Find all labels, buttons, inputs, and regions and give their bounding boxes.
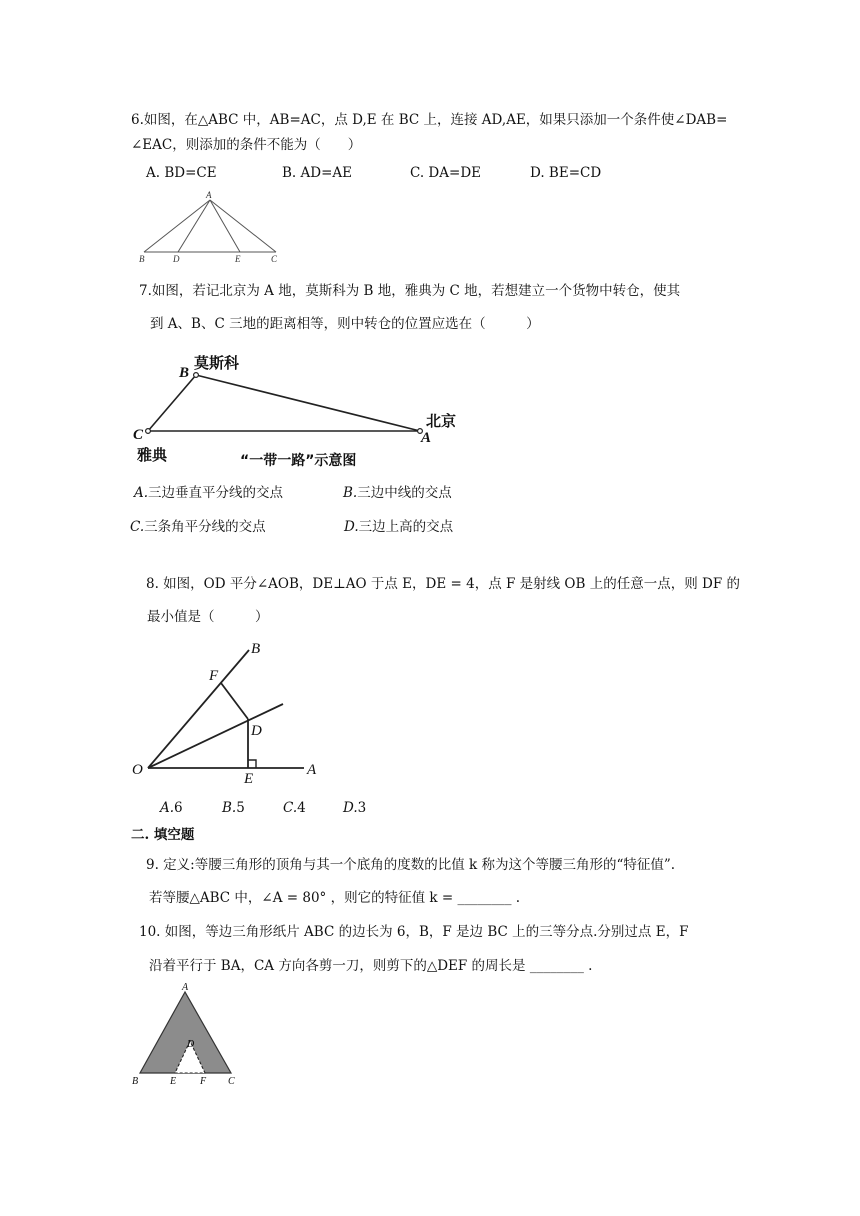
q8-option-d xyxy=(343,799,366,817)
q6-label-c: C xyxy=(271,254,278,264)
q10-text-line2: 沿着平行于 BA，CA 方向各剪一刀，则剪下的△DEF 的周长是 ________ . xyxy=(149,958,593,974)
q6-label-b: B xyxy=(139,254,145,264)
q6-figure xyxy=(136,190,286,265)
q7-option-a-text: 三边垂直平分线的交点 xyxy=(148,485,284,501)
q6-option-a: A. BD=CE xyxy=(146,165,217,181)
q7-label-c: C xyxy=(133,427,144,443)
q8-label-b: B xyxy=(251,641,261,657)
q8-figure xyxy=(128,636,328,784)
q8-option-b xyxy=(222,799,245,817)
q7-option-c-letter: C. xyxy=(130,519,145,535)
q6-side-ab xyxy=(144,200,210,252)
q7-option-c-text: 三条角平分线的交点 xyxy=(144,519,266,535)
q6-segment-ae xyxy=(210,200,240,252)
q8-ray-od xyxy=(148,704,283,768)
q7-point-c xyxy=(146,429,151,434)
q10-label-f: F xyxy=(200,1076,207,1087)
q6-text-line1: 6.如图，在△ABC 中，AB=AC，点 D,E 在 BC 上，连接 AD,AE，如果只添加一个条件使∠DAB= xyxy=(131,112,728,128)
q8-text-line2: 最小值是（ ） xyxy=(147,609,269,625)
q8-label-d: D xyxy=(251,723,262,739)
q7-option-a-letter: A. xyxy=(134,485,149,501)
q7-option-d xyxy=(344,518,453,536)
q7-side-ba xyxy=(196,375,420,431)
q6-option-d: D. BE=CD xyxy=(530,165,602,181)
q6-text-line2: ∠EAC，则添加的条件不能为（ ） xyxy=(131,137,362,153)
section-title-fill-in: 二. 填空题 xyxy=(131,827,195,843)
q8-segment-fd xyxy=(221,683,248,719)
q8-text-line1: 8. 如图，OD 平分∠AOB，DE⊥AO 于点 E，DE = 4，点 F 是射线 OB 上的任意一点，则 DF 的 xyxy=(146,576,740,592)
q7-side-bc xyxy=(148,375,196,431)
q7-option-d-letter: D. xyxy=(344,519,359,535)
q7-label-b: B xyxy=(179,365,190,381)
q10-figure xyxy=(128,980,240,1090)
q6-side-ac xyxy=(210,200,276,252)
q8-option-b-text: 5 xyxy=(236,800,245,816)
q7-label-beijing: 北京 xyxy=(426,412,457,430)
q7-label-a: A xyxy=(421,430,432,446)
q7-label-athens: 雅典 xyxy=(137,446,168,464)
q7-option-a xyxy=(134,484,283,502)
q7-text-line2: 到 A、B、C 三地的距离相等，则中转仓的位置应选在（ ） xyxy=(150,316,540,332)
q7-option-b-text: 三边中线的交点 xyxy=(357,485,452,501)
q8-option-a xyxy=(160,799,183,817)
q7-option-b xyxy=(343,484,452,502)
q10-label-a: A xyxy=(182,982,189,993)
q8-ray-ob xyxy=(148,650,249,768)
q7-caption: “一带一路”示意图 xyxy=(240,453,357,469)
q6-label-d: D xyxy=(173,254,180,264)
q8-option-a-text: 6 xyxy=(174,800,183,816)
q8-option-d-letter: D. xyxy=(343,800,358,816)
q7-option-b-letter: B. xyxy=(343,485,358,501)
q7-figure xyxy=(128,350,473,475)
q7-point-b xyxy=(194,373,199,378)
q8-right-angle-mark xyxy=(248,760,256,768)
q6-label-e: E xyxy=(235,254,241,264)
q9-text-line1: 9. 定义:等腰三角形的顶角与其一个底角的度数的比值 k 称为这个等腰三角形的“特征值”. xyxy=(146,857,676,873)
q8-option-b-letter: B. xyxy=(222,800,237,816)
q7-label-moscow: 莫斯科 xyxy=(194,354,240,372)
q8-label-e: E xyxy=(244,771,254,784)
q7-option-d-text: 三边上高的交点 xyxy=(358,519,454,535)
q6-option-b: B. AD=AE xyxy=(282,165,352,181)
q6-label-a: A xyxy=(206,190,212,200)
q8-label-o: O xyxy=(132,762,143,778)
q10-label-d: D xyxy=(187,1039,195,1050)
q6-segment-ad xyxy=(178,200,210,252)
q8-option-d-text: 3 xyxy=(357,800,367,816)
q6-option-c: C. DA=DE xyxy=(410,165,481,181)
q8-label-f: F xyxy=(209,668,219,684)
q10-label-c: C xyxy=(228,1076,235,1087)
q10-label-e: E xyxy=(170,1076,177,1087)
q8-option-c-letter: C. xyxy=(283,800,298,816)
q8-option-a-letter: A. xyxy=(160,800,175,816)
q7-option-c xyxy=(130,518,266,536)
q8-option-c xyxy=(283,799,306,817)
q8-label-a: A xyxy=(307,762,317,778)
q8-option-c-text: 4 xyxy=(297,800,306,816)
q9-text-line2: 若等腰△ABC 中，∠A = 80° ，则它的特征值 k = ________ . xyxy=(149,890,521,906)
q7-text-line1: 7.如图，若记北京为 A 地，莫斯科为 B 地，雅典为 C 地，若想建立一个货物中转仓，使其 xyxy=(139,283,681,299)
q10-text-line1: 10. 如图，等边三角形纸片 ABC 的边长为 6，B，F 是边 BC 上的三等分点.分别过点 E，F xyxy=(139,924,689,940)
q10-label-b: B xyxy=(132,1076,139,1087)
